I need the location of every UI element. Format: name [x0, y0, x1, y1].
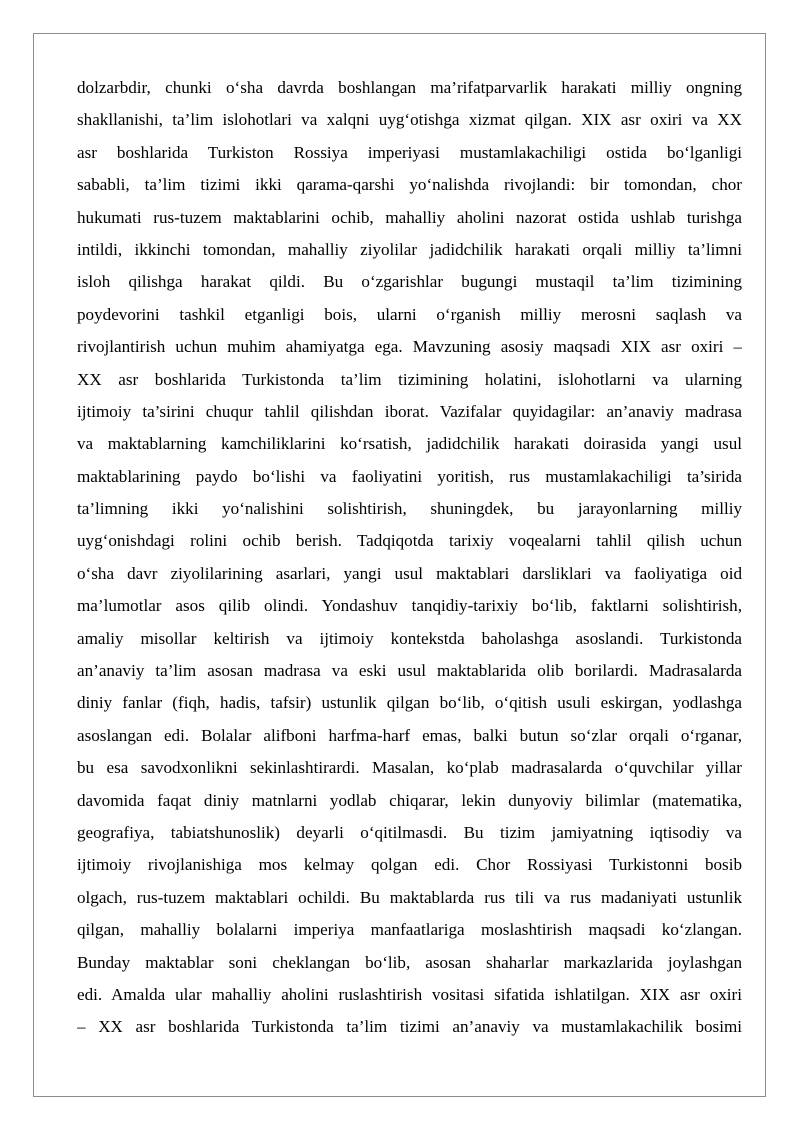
text-line: asr boshlarida Turkiston Rossiya imperiyasi mustamlakachiligi ostida bo‘lganligi — [77, 142, 742, 162]
text-line: an’anaviy ta’lim asosan madrasa va eski usul maktablarida olib borilardi. Madrasalarda — [77, 661, 742, 681]
text-line: edi. Amalda ular mahalliy aholini ruslashtirish vositasi sifatida ishlatilgan. XIX asr oxiri — [77, 984, 742, 1004]
text-line: dolzarbdir, chunki o‘sha davrda boshlangan ma’rifatparvarlik harakati milliy ongning — [77, 78, 742, 97]
text-line: – XX asr boshlarida Turkistonda ta’lim tizimi an’anaviy va mustamlakachilik bosimi — [77, 1017, 742, 1037]
text-line: poydevorini tashkil etganligi bois, ularni o‘rganish milliy merosni saqlash va — [77, 304, 742, 324]
document-body — [77, 72, 742, 1044]
text-line: amaliy misollar keltirish va ijtimoiy kontekstda baholashga asoslandi. Turkistonda — [77, 628, 742, 648]
text-line: asoslangan edi. Bolalar alifboni harfma-harf emas, balki butun so‘zlar orqali o‘rganar, — [77, 725, 742, 745]
text-line: ijtimoiy ta’sirini chuqur tahlil qilishdan iborat. Vazifalar quyidagilar: an’anaviy madrasa — [77, 401, 742, 421]
text-line: ijtimoiy rivojlanishiga mos kelmay qolgan edi. Chor Rossiyasi Turkistonni bosib — [77, 855, 742, 875]
text-line: Bunday maktablar soni cheklangan bo‘lib, asosan shaharlar markazlarida joylashgan — [77, 952, 742, 972]
text-line: isloh qilishga harakat qildi. Bu o‘zgarishlar bugungi mustaqil ta’lim tizimining — [77, 272, 742, 292]
text-line: ta’limning ikki yo‘nalishini solishtirish, shuningdek, bu jarayonlarning milliy — [77, 499, 742, 519]
text-line: va maktablarning kamchiliklarini ko‘rsatish, jadidchilik harakati doirasida yangi usul — [77, 434, 742, 454]
text-line: diniy fanlar (fiqh, hadis, tafsir) ustunlik qilgan bo‘lib, o‘qitish usuli eskirgan, yodlashga — [77, 693, 742, 713]
text-line: qilgan, mahalliy bolalarni imperiya manfaatlariga moslashtirish maqsadi ko‘zlangan. — [77, 920, 742, 940]
text-line: XX asr boshlarida Turkistonda ta’lim tizimining holatini, islohotlarni va ularning — [77, 369, 742, 389]
text-line: maktablarining paydo bo‘lishi va faoliyatini yoritish, rus mustamlakachiligi ta’sirida — [77, 466, 742, 486]
text-line: davomida faqat diniy matnlarni yodlab chiqarar, lekin dunyoviy bilimlar (matematika, — [77, 790, 742, 810]
text-line: ma’lumotlar asos qilib olindi. Yondashuv tanqidiy-tarixiy bo‘lib, faktlarni solishtirish, — [77, 596, 742, 616]
text-line: rivojlantirish uchun muhim ahamiyatga ega. Mavzuning asosiy maqsadi XIX asr oxiri – — [77, 337, 742, 357]
text-line: hukumati rus-tuzem maktablarini ochib, mahalliy aholini nazorat ostida ushlab turishga — [77, 207, 742, 227]
text-line: shakllanishi, ta’lim islohotlari va xalqni uyg‘otishga xizmat qilgan. XIX asr oxiri va XX — [77, 110, 742, 130]
text-line: uyg‘onishdagi rolini ochib berish. Tadqiqotda tarixiy voqealarni tahlil qilish uchun — [77, 531, 742, 551]
text-line: intildi, ikkinchi tomondan, mahalliy ziyolilar jadidchilik harakati orqali milliy ta’limni — [77, 239, 742, 259]
text-line: sababli, ta’lim tizimi ikki qarama-qarshi yo‘nalishda rivojlandi: bir tomondan, chor — [77, 175, 742, 195]
text-line: geografiya, tabiatshunoslik) deyarli o‘qitilmasdi. Bu tizim jamiyatning iqtisodiy va — [77, 822, 742, 842]
text-line: olgach, rus-tuzem maktablari ochildi. Bu maktablarda rus tili va rus madaniyati ustunlik — [77, 887, 742, 907]
text-line: o‘sha davr ziyolilarining asarlari, yangi usul maktablari darsliklari va faoliyatiga oid — [77, 563, 742, 583]
text-line: bu esa savodxonlikni sekinlashtirardi. Masalan, ko‘plab madrasalarda o‘quvchilar yillar — [77, 758, 742, 778]
